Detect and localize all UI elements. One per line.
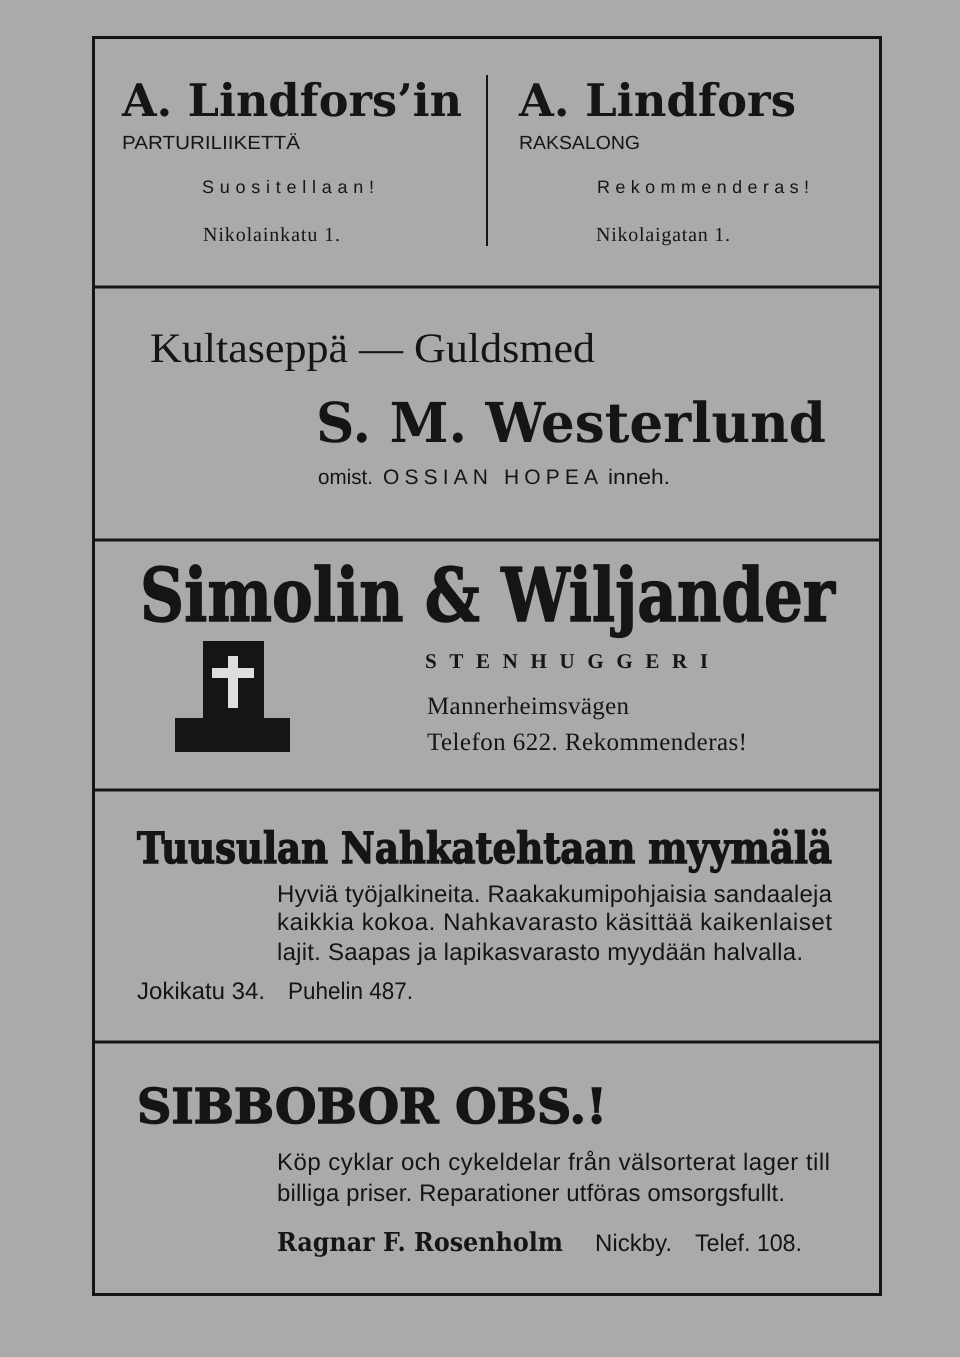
gravestone-cross-icon — [175, 641, 290, 752]
lindfors-finnish-column — [121, 74, 462, 246]
tuusula-address: Jokikatu 34. — [137, 978, 265, 1005]
lindfors-sv-address: Nikolaigatan 1. — [596, 224, 730, 246]
sibbobor-proprietor: Ragnar F. Rosenholm — [277, 1228, 563, 1258]
ad-westerlund — [150, 326, 826, 489]
lindfors-fi-business: PARTURILIIKETTÄ — [122, 133, 301, 154]
sibbobor-phone: Telef. 108. — [695, 1230, 802, 1257]
ad-sibbobor — [137, 1079, 830, 1258]
tuusula-name: Tuusulan Nahkatehtaan myymälä — [137, 824, 832, 874]
lindfors-fi-name: A. Lindfors’in — [121, 74, 463, 127]
simolin-contact: Telefon 622. Rekommenderas! — [427, 729, 747, 756]
simolin-trade: STENHUGGERI — [425, 649, 708, 673]
ad-tuusula-leather — [137, 824, 833, 1005]
lindfors-swedish-column — [518, 74, 809, 246]
sibbobor-body-line: billiga priser. Reparationer utföras omsorgsfullt. — [277, 1180, 785, 1207]
westerlund-name: S. M. Westerlund — [316, 390, 826, 455]
ad-simolin-wiljander — [140, 553, 836, 756]
lindfors-fi-slogan: Suositellaan! — [202, 177, 374, 197]
tuusula-body-line: lajit. Saapas ja lapikasvarasto myydään halvalla. — [277, 939, 803, 966]
sibbobor-location: Nickby. — [595, 1230, 672, 1257]
lindfors-sv-slogan: Rekommenderas! — [597, 177, 809, 197]
simolin-name: Simolin & Wiljander — [140, 553, 836, 639]
lindfors-fi-address: Nikolainkatu 1. — [203, 224, 340, 246]
tuusula-body-line: Hyviä työjalkineita. Raakakumipohjaisia sandaaleja — [277, 881, 832, 908]
simolin-address: Mannerheimsvägen — [427, 693, 629, 720]
lindfors-sv-name: A. Lindfors — [518, 74, 796, 127]
sibbobor-body-line: Köp cyklar och cykeldelar från välsorterat lager till — [277, 1149, 830, 1176]
westerlund-trade: Kultaseppä — Guldsmed — [150, 326, 595, 372]
westerlund-owner-suffix: inneh. — [608, 466, 670, 489]
tuusula-phone: Puhelin 487. — [288, 978, 413, 1005]
westerlund-owner-name: OSSIAN HOPEA — [383, 466, 598, 489]
sibbobor-headline: SIBBOBOR OBS.! — [137, 1079, 607, 1135]
lindfors-sv-business: RAKSALONG — [519, 133, 640, 154]
ad-lindfors — [121, 74, 809, 246]
westerlund-owner-prefix: omist. — [318, 466, 373, 489]
tuusula-body-line: kaikkia kokoa. Nahkavarasto käsittää kaikenlaiset — [277, 909, 832, 936]
